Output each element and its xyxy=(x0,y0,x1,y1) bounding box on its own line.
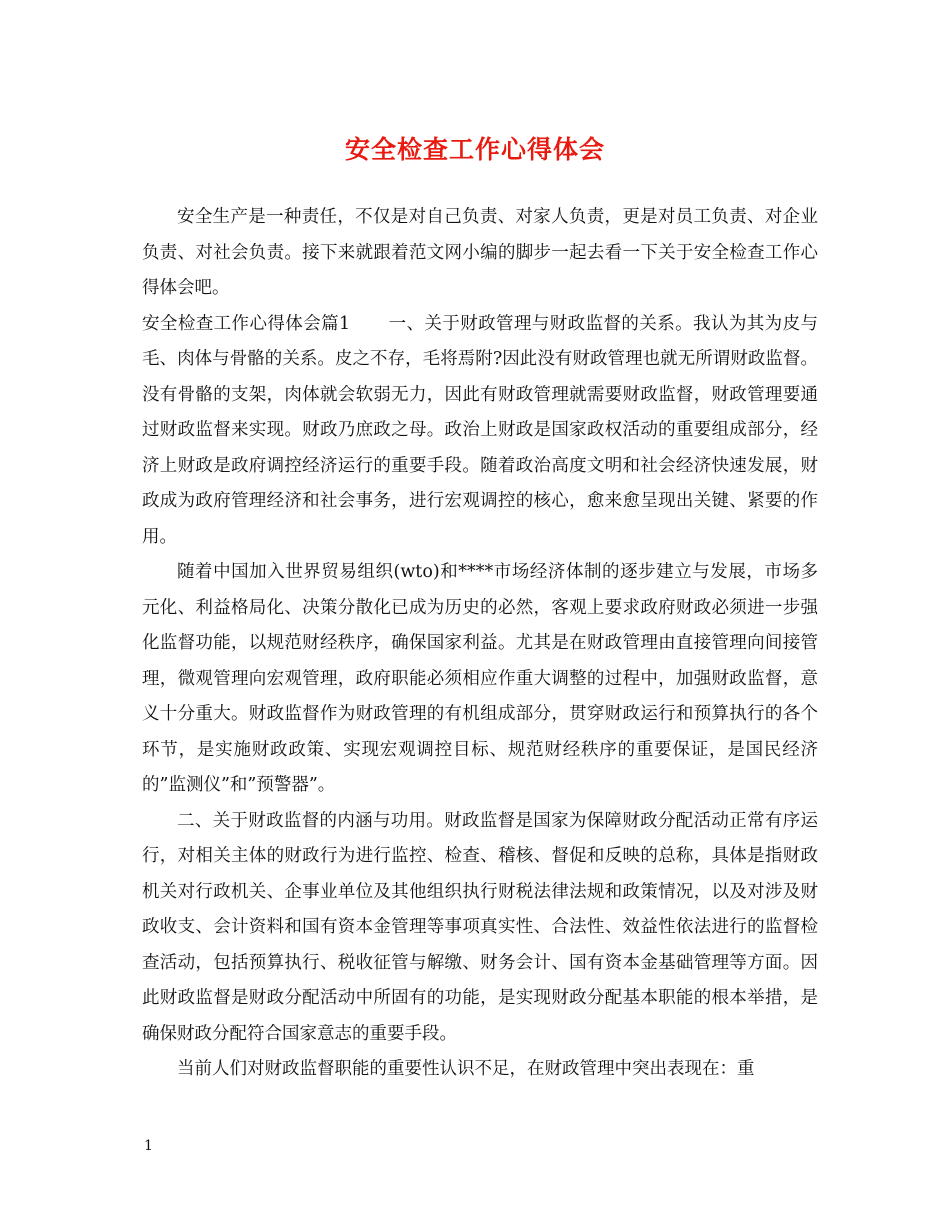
body-paragraph: 当前人们对财政监督职能的重要性认识不足，在财政管理中突出表现在：重 xyxy=(177,1059,755,1079)
section-first-text: 一、关于财政管理与财政监督的关系。我认为其为皮与毛、肉体与骨骼的关系。皮之不存，毛将焉附?因此没有财政管理也就无所谓财政监督。没有骨骼的支架，肉体就会软弱无力，因此有财政管理就需要财政监督，财政管理要通过财政监督来实现。财政乃庶政之母。政治上财政是国家政权活动的重要组成部分，经济上财政是政府调控经济运行的重要手段。随着政治高度文明和社会经济快速发展，财政成为政府管理经济和社会事务，进行宏观调控的核心，愈来愈呈现出关键、紧要的作用。 xyxy=(142,313,819,547)
body-paragraph: 二、关于财政监督的内涵与功用。财政监督是国家为保障财政分配活动正常有序运行，对相关主体的财政行为进行监控、检查、稽核、督促和反映的总称，具体是指财政机关对行政机关、企事业单位及其他组织执行财税法律法规和政策情况，以及对涉及财政收支、会计资料和国有资本金管理等事项真实性、合法性、效益性依法进行的监督检查活动，包括预算执行、税收征管与解缴、财务会计、国有资本金基础管理等方面。因此财政监督是财政分配活动中所固有的功能，是实现财政分配基本职能的根本举措，是确保财政分配符合国家意志的重要手段。 xyxy=(142,810,818,1044)
section-heading: 安全检查工作心得体会篇1 xyxy=(142,313,351,334)
page-title: 安全检查工作心得体会 xyxy=(344,135,605,164)
intro-paragraph: 安全生产是一种责任，不仅是对自己负责、对家人负责，更是对员工负责、对企业负责、对社会负责。接下来就跟着范文网小编的脚步一起去看一下关于安全检查工作心得体会吧。 xyxy=(142,207,818,298)
section-paragraph xyxy=(142,307,818,556)
document-body xyxy=(142,200,818,1088)
page-number: 1 xyxy=(144,1138,153,1154)
body-paragraph: 随着中国加入世界贸易组织(wto)和****市场经济体制的逐步建立与发展，市场多元化、利益格局化、决策分散化已成为历史的必然，客观上要求政府财政必须进一步强化监督功能，以规范财经秩序，确保国家利益。尤其是在财政管理由直接管理向间接管理，微观管理向宏观管理，政府职能必须相应作重大调整的过程中，加强财政监督，意义十分重大。财政监督作为财政管理的有机组成部分，贯穿财政运行和预算执行的各个环节，是实施财政政策、实现宏观调控目标、规范财经秩序的重要保证，是国民经济的”监测仪”和”预警器”。 xyxy=(142,562,818,795)
